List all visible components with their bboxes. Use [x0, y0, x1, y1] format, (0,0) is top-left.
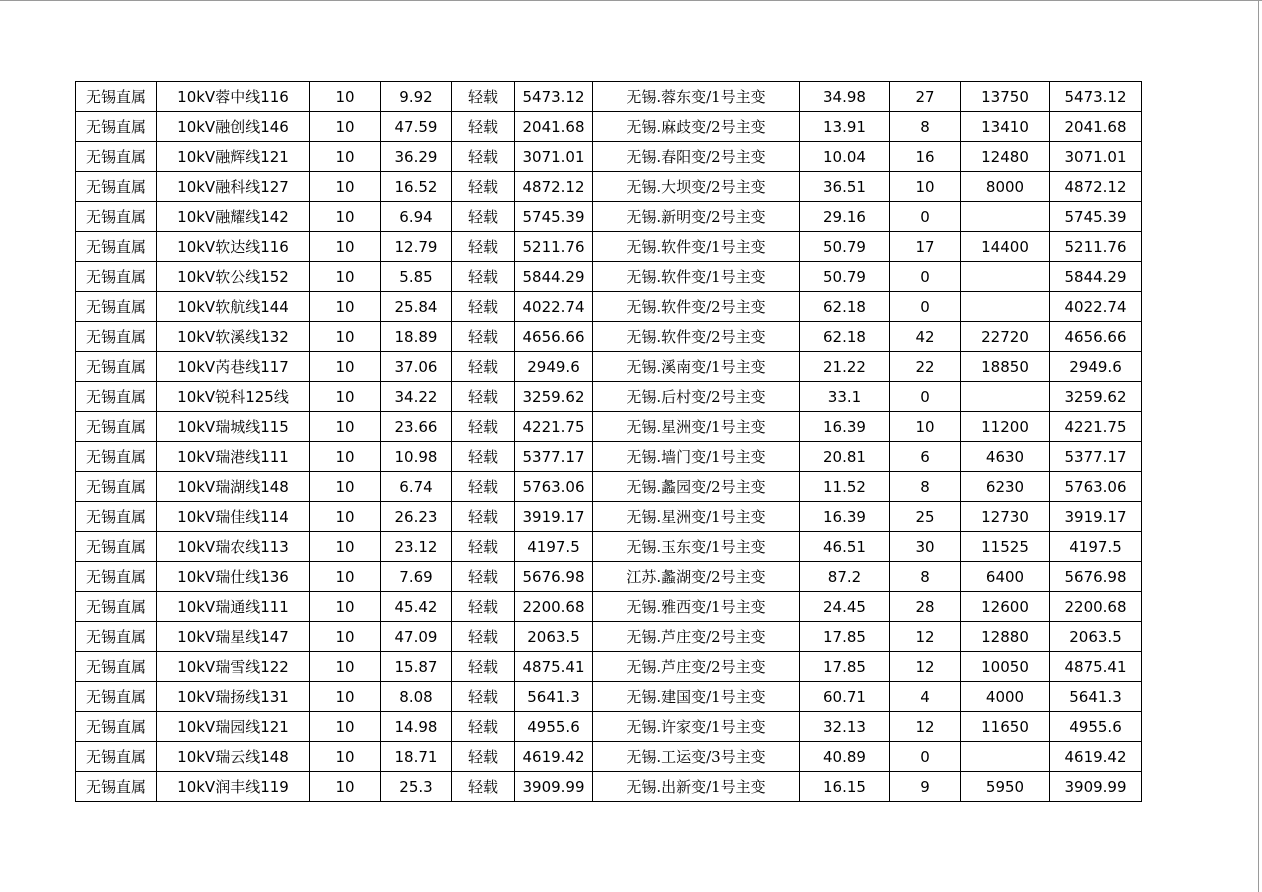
available-capacity-cell: 4197.5: [1050, 532, 1142, 562]
transformer-load-rate-cell: 62.18: [800, 322, 890, 352]
available-capacity-cell: 4022.74: [1050, 292, 1142, 322]
load-status-cell: 轻载: [452, 682, 515, 712]
table-row: [76, 292, 1142, 322]
load-rate-cell: 9.92: [381, 82, 452, 112]
voltage-cell: 10: [310, 502, 381, 532]
user-count-cell: 9: [890, 772, 961, 802]
spare-capacity-cell: 4197.5: [515, 532, 593, 562]
load-rate-cell: 47.59: [381, 112, 452, 142]
transformer-load-rate-cell: 87.2: [800, 562, 890, 592]
table-row: [76, 532, 1142, 562]
transformer-load-rate-cell: 36.51: [800, 172, 890, 202]
capacity-cell: 10050: [961, 652, 1050, 682]
capacity-cell: [961, 742, 1050, 772]
load-rate-cell: 36.29: [381, 142, 452, 172]
substation-transformer-cell: 无锡.春阳变/2号主变: [593, 142, 800, 172]
capacity-cell: 11525: [961, 532, 1050, 562]
company-cell: 无锡直属: [76, 592, 157, 622]
load-rate-cell: 14.98: [381, 712, 452, 742]
load-rate-cell: 15.87: [381, 652, 452, 682]
spare-capacity-cell: 4656.66: [515, 322, 593, 352]
available-capacity-cell: 3909.99: [1050, 772, 1142, 802]
load-rate-cell: 18.89: [381, 322, 452, 352]
user-count-cell: 27: [890, 82, 961, 112]
voltage-cell: 10: [310, 202, 381, 232]
load-status-cell: 轻载: [452, 322, 515, 352]
voltage-cell: 10: [310, 442, 381, 472]
load-status-cell: 轻载: [452, 712, 515, 742]
transformer-load-rate-cell: 24.45: [800, 592, 890, 622]
substation-transformer-cell: 无锡.软件变/1号主变: [593, 262, 800, 292]
feeder-name-cell: 10kV软溪线132: [157, 322, 310, 352]
user-count-cell: 28: [890, 592, 961, 622]
load-rate-cell: 6.94: [381, 202, 452, 232]
table-row: [76, 412, 1142, 442]
user-count-cell: 8: [890, 112, 961, 142]
table-row: [76, 112, 1142, 142]
transformer-load-rate-cell: 10.04: [800, 142, 890, 172]
voltage-cell: 10: [310, 172, 381, 202]
user-count-cell: 16: [890, 142, 961, 172]
substation-transformer-cell: 无锡.蠡园变/2号主变: [593, 472, 800, 502]
available-capacity-cell: 5763.06: [1050, 472, 1142, 502]
table-row: [76, 232, 1142, 262]
transformer-load-rate-cell: 17.85: [800, 622, 890, 652]
table-row: [76, 82, 1142, 112]
table-row: [76, 712, 1142, 742]
voltage-cell: 10: [310, 382, 381, 412]
transformer-load-rate-cell: 20.81: [800, 442, 890, 472]
available-capacity-cell: 2063.5: [1050, 622, 1142, 652]
company-cell: 无锡直属: [76, 472, 157, 502]
table-row: [76, 322, 1142, 352]
load-status-cell: 轻载: [452, 742, 515, 772]
capacity-cell: 12600: [961, 592, 1050, 622]
voltage-cell: 10: [310, 712, 381, 742]
capacity-cell: 4630: [961, 442, 1050, 472]
substation-transformer-cell: 无锡.工运变/3号主变: [593, 742, 800, 772]
voltage-cell: 10: [310, 622, 381, 652]
company-cell: 无锡直属: [76, 262, 157, 292]
load-rate-cell: 34.22: [381, 382, 452, 412]
load-rate-cell: 18.71: [381, 742, 452, 772]
table-row: [76, 742, 1142, 772]
voltage-cell: 10: [310, 82, 381, 112]
capacity-cell: [961, 292, 1050, 322]
company-cell: 无锡直属: [76, 712, 157, 742]
voltage-cell: 10: [310, 232, 381, 262]
available-capacity-cell: 4656.66: [1050, 322, 1142, 352]
feeder-name-cell: 10kV瑞湖线148: [157, 472, 310, 502]
load-rate-cell: 47.09: [381, 622, 452, 652]
capacity-cell: [961, 382, 1050, 412]
transformer-load-rate-cell: 50.79: [800, 262, 890, 292]
feeder-name-cell: 10kV瑞扬线131: [157, 682, 310, 712]
substation-transformer-cell: 无锡.芦庄变/2号主变: [593, 622, 800, 652]
available-capacity-cell: 2949.6: [1050, 352, 1142, 382]
user-count-cell: 0: [890, 202, 961, 232]
capacity-cell: 12480: [961, 142, 1050, 172]
table-body: [76, 82, 1142, 802]
spare-capacity-cell: 4875.41: [515, 652, 593, 682]
available-capacity-cell: 3071.01: [1050, 142, 1142, 172]
user-count-cell: 0: [890, 262, 961, 292]
load-status-cell: 轻载: [452, 382, 515, 412]
feeder-name-cell: 10kV蓉中线116: [157, 82, 310, 112]
table-row: [76, 652, 1142, 682]
transformer-load-rate-cell: 17.85: [800, 652, 890, 682]
feeder-load-table: [75, 81, 1142, 802]
substation-transformer-cell: 无锡.后村变/2号主变: [593, 382, 800, 412]
substation-transformer-cell: 无锡.许家变/1号主变: [593, 712, 800, 742]
spare-capacity-cell: 5473.12: [515, 82, 593, 112]
spare-capacity-cell: 5763.06: [515, 472, 593, 502]
spare-capacity-cell: 5844.29: [515, 262, 593, 292]
capacity-cell: 12880: [961, 622, 1050, 652]
spare-capacity-cell: 3259.62: [515, 382, 593, 412]
table-row: [76, 202, 1142, 232]
feeder-name-cell: 10kV软公线152: [157, 262, 310, 292]
capacity-cell: 22720: [961, 322, 1050, 352]
spare-capacity-cell: 5676.98: [515, 562, 593, 592]
user-count-cell: 8: [890, 562, 961, 592]
capacity-cell: [961, 202, 1050, 232]
available-capacity-cell: 2041.68: [1050, 112, 1142, 142]
load-status-cell: 轻载: [452, 412, 515, 442]
feeder-name-cell: 10kV润丰线119: [157, 772, 310, 802]
capacity-cell: 6230: [961, 472, 1050, 502]
feeder-name-cell: 10kV瑞园线121: [157, 712, 310, 742]
substation-transformer-cell: 江苏.蠡湖变/2号主变: [593, 562, 800, 592]
company-cell: 无锡直属: [76, 112, 157, 142]
spare-capacity-cell: 2041.68: [515, 112, 593, 142]
company-cell: 无锡直属: [76, 652, 157, 682]
transformer-load-rate-cell: 11.52: [800, 472, 890, 502]
voltage-cell: 10: [310, 352, 381, 382]
voltage-cell: 10: [310, 532, 381, 562]
substation-transformer-cell: 无锡.墙门变/1号主变: [593, 442, 800, 472]
feeder-name-cell: 10kV软达线116: [157, 232, 310, 262]
available-capacity-cell: 3919.17: [1050, 502, 1142, 532]
feeder-name-cell: 10kV软航线144: [157, 292, 310, 322]
available-capacity-cell: 5676.98: [1050, 562, 1142, 592]
load-status-cell: 轻载: [452, 442, 515, 472]
feeder-name-cell: 10kV融辉线121: [157, 142, 310, 172]
table-row: [76, 502, 1142, 532]
load-rate-cell: 12.79: [381, 232, 452, 262]
transformer-load-rate-cell: 60.71: [800, 682, 890, 712]
user-count-cell: 4: [890, 682, 961, 712]
load-rate-cell: 16.52: [381, 172, 452, 202]
capacity-cell: 14400: [961, 232, 1050, 262]
substation-transformer-cell: 无锡.玉东变/1号主变: [593, 532, 800, 562]
available-capacity-cell: 4875.41: [1050, 652, 1142, 682]
user-count-cell: 10: [890, 172, 961, 202]
feeder-name-cell: 10kV瑞星线147: [157, 622, 310, 652]
load-status-cell: 轻载: [452, 772, 515, 802]
table-row: [76, 472, 1142, 502]
spare-capacity-cell: 5211.76: [515, 232, 593, 262]
voltage-cell: 10: [310, 592, 381, 622]
feeder-name-cell: 10kV锐科125线: [157, 382, 310, 412]
table-row: [76, 682, 1142, 712]
table-row: [76, 382, 1142, 412]
voltage-cell: 10: [310, 772, 381, 802]
feeder-name-cell: 10kV融科线127: [157, 172, 310, 202]
load-status-cell: 轻载: [452, 142, 515, 172]
load-status-cell: 轻载: [452, 262, 515, 292]
available-capacity-cell: 2200.68: [1050, 592, 1142, 622]
transformer-load-rate-cell: 50.79: [800, 232, 890, 262]
load-status-cell: 轻载: [452, 352, 515, 382]
load-rate-cell: 5.85: [381, 262, 452, 292]
company-cell: 无锡直属: [76, 142, 157, 172]
company-cell: 无锡直属: [76, 682, 157, 712]
spare-capacity-cell: 5641.3: [515, 682, 593, 712]
spare-capacity-cell: 4221.75: [515, 412, 593, 442]
voltage-cell: 10: [310, 292, 381, 322]
substation-transformer-cell: 无锡.软件变/1号主变: [593, 232, 800, 262]
available-capacity-cell: 4955.6: [1050, 712, 1142, 742]
company-cell: 无锡直属: [76, 562, 157, 592]
substation-transformer-cell: 无锡.新明变/2号主变: [593, 202, 800, 232]
feeder-name-cell: 10kV融创线146: [157, 112, 310, 142]
voltage-cell: 10: [310, 322, 381, 352]
table-row: [76, 142, 1142, 172]
available-capacity-cell: 4872.12: [1050, 172, 1142, 202]
spare-capacity-cell: 4872.12: [515, 172, 593, 202]
transformer-load-rate-cell: 29.16: [800, 202, 890, 232]
table-row: [76, 622, 1142, 652]
spare-capacity-cell: 2949.6: [515, 352, 593, 382]
feeder-name-cell: 10kV瑞港线111: [157, 442, 310, 472]
table-row: [76, 262, 1142, 292]
load-rate-cell: 23.66: [381, 412, 452, 442]
voltage-cell: 10: [310, 112, 381, 142]
transformer-load-rate-cell: 16.15: [800, 772, 890, 802]
transformer-load-rate-cell: 62.18: [800, 292, 890, 322]
spare-capacity-cell: 4955.6: [515, 712, 593, 742]
page-top-border: [0, 0, 1262, 1]
voltage-cell: 10: [310, 262, 381, 292]
capacity-cell: 11650: [961, 712, 1050, 742]
load-status-cell: 轻载: [452, 292, 515, 322]
feeder-name-cell: 10kV瑞通线111: [157, 592, 310, 622]
company-cell: 无锡直属: [76, 172, 157, 202]
available-capacity-cell: 5844.29: [1050, 262, 1142, 292]
company-cell: 无锡直属: [76, 202, 157, 232]
table-row: [76, 772, 1142, 802]
voltage-cell: 10: [310, 562, 381, 592]
user-count-cell: 0: [890, 382, 961, 412]
voltage-cell: 10: [310, 652, 381, 682]
table-row: [76, 172, 1142, 202]
substation-transformer-cell: 无锡.建国变/1号主变: [593, 682, 800, 712]
load-rate-cell: 45.42: [381, 592, 452, 622]
spare-capacity-cell: 2063.5: [515, 622, 593, 652]
available-capacity-cell: 5211.76: [1050, 232, 1142, 262]
user-count-cell: 42: [890, 322, 961, 352]
spare-capacity-cell: 4022.74: [515, 292, 593, 322]
load-rate-cell: 7.69: [381, 562, 452, 592]
table-row: [76, 352, 1142, 382]
available-capacity-cell: 5473.12: [1050, 82, 1142, 112]
substation-transformer-cell: 无锡.芦庄变/2号主变: [593, 652, 800, 682]
load-rate-cell: 25.3: [381, 772, 452, 802]
voltage-cell: 10: [310, 412, 381, 442]
available-capacity-cell: 5377.17: [1050, 442, 1142, 472]
transformer-load-rate-cell: 46.51: [800, 532, 890, 562]
user-count-cell: 8: [890, 472, 961, 502]
spare-capacity-cell: 2200.68: [515, 592, 593, 622]
company-cell: 无锡直属: [76, 442, 157, 472]
company-cell: 无锡直属: [76, 742, 157, 772]
transformer-load-rate-cell: 40.89: [800, 742, 890, 772]
transformer-load-rate-cell: 34.98: [800, 82, 890, 112]
user-count-cell: 0: [890, 742, 961, 772]
load-status-cell: 轻载: [452, 592, 515, 622]
transformer-load-rate-cell: 16.39: [800, 502, 890, 532]
capacity-cell: 6400: [961, 562, 1050, 592]
available-capacity-cell: 5745.39: [1050, 202, 1142, 232]
transformer-load-rate-cell: 32.13: [800, 712, 890, 742]
user-count-cell: 17: [890, 232, 961, 262]
spare-capacity-cell: 3919.17: [515, 502, 593, 532]
substation-transformer-cell: 无锡.溪南变/1号主变: [593, 352, 800, 382]
user-count-cell: 12: [890, 652, 961, 682]
load-status-cell: 轻载: [452, 532, 515, 562]
user-count-cell: 12: [890, 622, 961, 652]
company-cell: 无锡直属: [76, 772, 157, 802]
load-rate-cell: 10.98: [381, 442, 452, 472]
company-cell: 无锡直属: [76, 532, 157, 562]
voltage-cell: 10: [310, 142, 381, 172]
substation-transformer-cell: 无锡.蓉东变/1号主变: [593, 82, 800, 112]
user-count-cell: 10: [890, 412, 961, 442]
load-rate-cell: 23.12: [381, 532, 452, 562]
load-rate-cell: 8.08: [381, 682, 452, 712]
transformer-load-rate-cell: 16.39: [800, 412, 890, 442]
available-capacity-cell: 3259.62: [1050, 382, 1142, 412]
load-status-cell: 轻载: [452, 112, 515, 142]
capacity-cell: 11200: [961, 412, 1050, 442]
transformer-load-rate-cell: 21.22: [800, 352, 890, 382]
load-status-cell: 轻载: [452, 622, 515, 652]
substation-transformer-cell: 无锡.星洲变/1号主变: [593, 502, 800, 532]
feeder-name-cell: 10kV瑞云线148: [157, 742, 310, 772]
load-status-cell: 轻载: [452, 172, 515, 202]
capacity-cell: 13410: [961, 112, 1050, 142]
table-row: [76, 442, 1142, 472]
company-cell: 无锡直属: [76, 352, 157, 382]
load-status-cell: 轻载: [452, 82, 515, 112]
substation-transformer-cell: 无锡.软件变/2号主变: [593, 322, 800, 352]
company-cell: 无锡直属: [76, 82, 157, 112]
feeder-name-cell: 10kV瑞佳线114: [157, 502, 310, 532]
user-count-cell: 25: [890, 502, 961, 532]
user-count-cell: 0: [890, 292, 961, 322]
spare-capacity-cell: 5745.39: [515, 202, 593, 232]
user-count-cell: 22: [890, 352, 961, 382]
load-rate-cell: 6.74: [381, 472, 452, 502]
substation-transformer-cell: 无锡.麻歧变/2号主变: [593, 112, 800, 142]
spare-capacity-cell: 3909.99: [515, 772, 593, 802]
load-rate-cell: 37.06: [381, 352, 452, 382]
substation-transformer-cell: 无锡.软件变/2号主变: [593, 292, 800, 322]
feeder-name-cell: 10kV瑞农线113: [157, 532, 310, 562]
feeder-name-cell: 10kV瑞雪线122: [157, 652, 310, 682]
spare-capacity-cell: 4619.42: [515, 742, 593, 772]
substation-transformer-cell: 无锡.星洲变/1号主变: [593, 412, 800, 442]
feeder-name-cell: 10kV融耀线142: [157, 202, 310, 232]
capacity-cell: [961, 262, 1050, 292]
available-capacity-cell: 4619.42: [1050, 742, 1142, 772]
company-cell: 无锡直属: [76, 232, 157, 262]
transformer-load-rate-cell: 13.91: [800, 112, 890, 142]
voltage-cell: 10: [310, 742, 381, 772]
user-count-cell: 6: [890, 442, 961, 472]
table-row: [76, 592, 1142, 622]
transformer-load-rate-cell: 33.1: [800, 382, 890, 412]
company-cell: 无锡直属: [76, 322, 157, 352]
capacity-cell: 13750: [961, 82, 1050, 112]
load-rate-cell: 25.84: [381, 292, 452, 322]
user-count-cell: 30: [890, 532, 961, 562]
capacity-cell: 18850: [961, 352, 1050, 382]
spare-capacity-cell: 5377.17: [515, 442, 593, 472]
capacity-cell: 12730: [961, 502, 1050, 532]
capacity-cell: 5950: [961, 772, 1050, 802]
load-status-cell: 轻载: [452, 502, 515, 532]
load-status-cell: 轻载: [452, 652, 515, 682]
substation-transformer-cell: 无锡.出新变/1号主变: [593, 772, 800, 802]
load-rate-cell: 26.23: [381, 502, 452, 532]
feeder-name-cell: 10kV瑞城线115: [157, 412, 310, 442]
load-status-cell: 轻载: [452, 202, 515, 232]
user-count-cell: 12: [890, 712, 961, 742]
load-status-cell: 轻载: [452, 562, 515, 592]
table-row: [76, 562, 1142, 592]
substation-transformer-cell: 无锡.大坝变/2号主变: [593, 172, 800, 202]
capacity-cell: 4000: [961, 682, 1050, 712]
available-capacity-cell: 5641.3: [1050, 682, 1142, 712]
available-capacity-cell: 4221.75: [1050, 412, 1142, 442]
voltage-cell: 10: [310, 472, 381, 502]
load-status-cell: 轻载: [452, 472, 515, 502]
capacity-cell: 8000: [961, 172, 1050, 202]
company-cell: 无锡直属: [76, 412, 157, 442]
load-status-cell: 轻载: [452, 232, 515, 262]
company-cell: 无锡直属: [76, 502, 157, 532]
substation-transformer-cell: 无锡.雅西变/1号主变: [593, 592, 800, 622]
page-right-border: [1258, 0, 1259, 892]
company-cell: 无锡直属: [76, 382, 157, 412]
company-cell: 无锡直属: [76, 292, 157, 322]
spare-capacity-cell: 3071.01: [515, 142, 593, 172]
feeder-name-cell: 10kV瑞仕线136: [157, 562, 310, 592]
voltage-cell: 10: [310, 682, 381, 712]
feeder-name-cell: 10kV芮巷线117: [157, 352, 310, 382]
company-cell: 无锡直属: [76, 622, 157, 652]
